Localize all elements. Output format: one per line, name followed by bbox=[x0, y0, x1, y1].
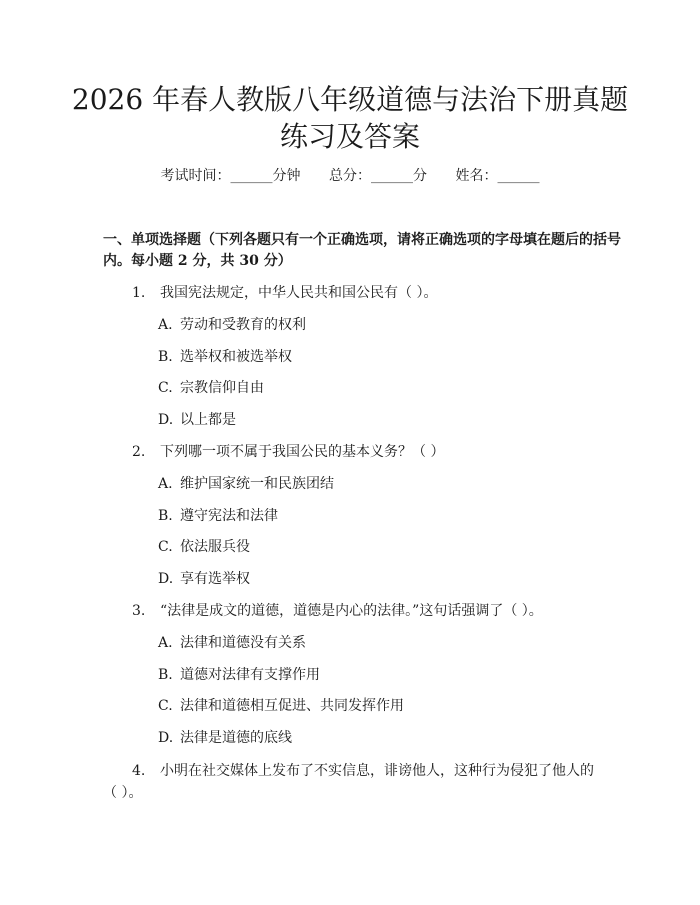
document-title-line2: 练习及答案 bbox=[279, 120, 420, 153]
question-2-option-d bbox=[158, 569, 250, 589]
option-text: 劳动和受教育的权利 bbox=[180, 317, 306, 333]
exam-time: 考试时间：______分钟 bbox=[160, 168, 301, 184]
question-text: “法律是成文的道德，道德是内心的法律。”这句话强调了（ ）。 bbox=[160, 603, 543, 619]
question-number: 2. bbox=[132, 444, 146, 460]
option-letter: C. bbox=[158, 698, 173, 714]
option-text: 法律和道德没有关系 bbox=[180, 635, 306, 651]
option-text: 遵守宪法和法律 bbox=[180, 508, 278, 524]
option-letter: C. bbox=[158, 539, 173, 555]
section-title-single-choice: 一、单项选择题（下列各题只有一个正确选项，请将正确选项的字母填在题后的括号内。每小题 2 分，共 30 分） bbox=[103, 232, 621, 269]
question-2-option-a bbox=[158, 474, 334, 494]
question-3-option-d bbox=[158, 728, 292, 748]
question-1 bbox=[132, 283, 437, 303]
question-number: 4. bbox=[132, 763, 146, 779]
question-2-option-b bbox=[158, 506, 278, 526]
question-3-option-a bbox=[158, 633, 306, 653]
question-number: 3. bbox=[132, 603, 146, 619]
option-text: 法律和道德相互促进、共同发挥作用 bbox=[180, 698, 404, 714]
option-letter: D. bbox=[158, 571, 174, 587]
question-1-option-b bbox=[158, 347, 292, 367]
option-letter: D. bbox=[158, 412, 174, 428]
question-3-option-c bbox=[158, 696, 404, 716]
option-letter: B. bbox=[158, 349, 173, 365]
option-letter: D. bbox=[158, 730, 174, 746]
option-letter: B. bbox=[158, 667, 173, 683]
question-text: 我国宪法规定，中华人民共和国公民有（ ）。 bbox=[160, 285, 438, 301]
document-title-line1: 2026 年春人教版八年级道德与法治下册真题 bbox=[71, 83, 629, 116]
option-text: 法律是道德的底线 bbox=[180, 730, 292, 746]
question-4 bbox=[103, 760, 598, 804]
option-letter: C. bbox=[158, 380, 173, 396]
option-text: 享有选举权 bbox=[180, 571, 250, 587]
option-letter: B. bbox=[158, 508, 173, 524]
question-2-option-c bbox=[158, 537, 250, 557]
question-number: 1. bbox=[132, 285, 146, 301]
question-2 bbox=[132, 442, 444, 462]
exam-info bbox=[0, 166, 700, 186]
exam-total-score: 总分：______分 bbox=[329, 168, 427, 184]
option-letter: A. bbox=[158, 635, 173, 651]
option-text: 道德对法律有支撑作用 bbox=[180, 667, 320, 683]
question-3 bbox=[132, 601, 543, 621]
question-1-option-d bbox=[158, 410, 236, 430]
question-3-option-b bbox=[158, 665, 320, 685]
question-text: 下列哪一项不属于我国公民的基本义务？（ ） bbox=[160, 444, 445, 460]
option-text: 依法服兵役 bbox=[180, 539, 250, 555]
option-letter: A. bbox=[158, 476, 173, 492]
exam-student-name: 姓名：______ bbox=[455, 168, 540, 184]
question-text: 小明在社交媒体上发布了不实信息，诽谤他人，这种行为侵犯了他人的（ ）。 bbox=[103, 763, 594, 801]
option-text: 维护国家统一和民族团结 bbox=[180, 476, 334, 492]
question-1-option-c bbox=[158, 378, 264, 398]
option-text: 宗教信仰自由 bbox=[180, 380, 264, 396]
option-letter: A. bbox=[158, 317, 173, 333]
question-1-option-a bbox=[158, 315, 306, 335]
option-text: 以上都是 bbox=[180, 412, 236, 428]
option-text: 选举权和被选举权 bbox=[180, 349, 292, 365]
